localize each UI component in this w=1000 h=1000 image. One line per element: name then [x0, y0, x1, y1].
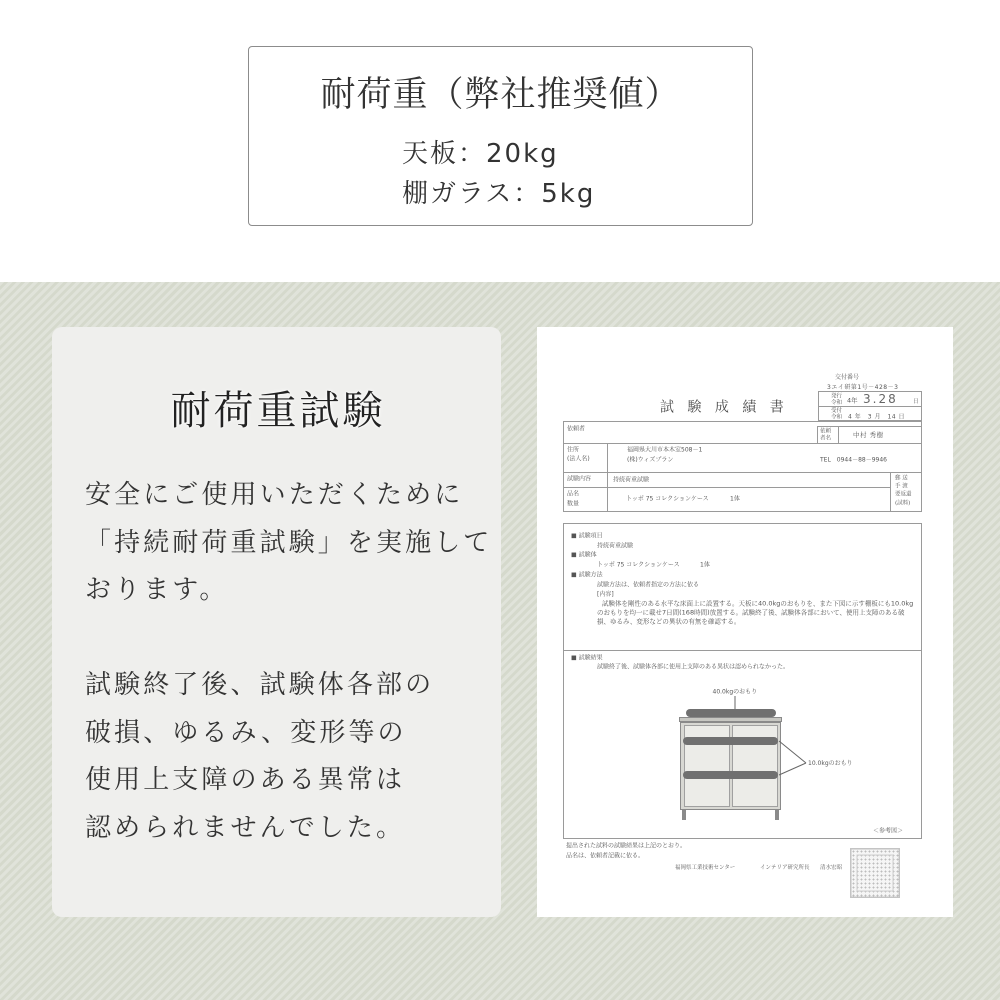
content-label: [内容] [597, 590, 614, 598]
official-seal-inner [857, 855, 894, 892]
result-line: 認められませんでした。 [85, 812, 406, 843]
intro-line: 「持続耐荷重試験」を実施して [85, 527, 493, 558]
content-line: 損、ゆるみ、変形などの異状の有無を確認する。 [597, 618, 741, 626]
delivery-option: 郵 送 [895, 474, 908, 481]
issued-date-stamp: 3.28 [863, 392, 898, 406]
delivery-option: 手 渡 [895, 482, 908, 489]
product-label: 品名 [567, 490, 580, 497]
method-value: 試験方法は、依頼者指定の方法に依る [597, 581, 700, 588]
diagram-caption: ＜参考図＞ [873, 827, 904, 834]
signatory-position: インテリア研究所長 [760, 864, 810, 871]
test-info-card [52, 327, 501, 917]
footer-note: 品名は、依頼者記載に依る。 [566, 852, 645, 859]
quantity-label: 数量 [567, 500, 580, 507]
specimen-value: トッポ 75 コレクションケース [597, 561, 680, 568]
test-certificate-card [537, 327, 953, 917]
result-paragraph [85, 662, 492, 852]
pointer-line-upper [779, 741, 806, 763]
pointer-line-lower [779, 763, 806, 775]
intro-paragraph [85, 472, 492, 615]
issue-number: 3エイ研第1号－428－3 [827, 383, 899, 391]
content-line: 試験体を剛性のある水平な床面上に設置する。天板に40.0kgのおもりを、また下図に示す棚板にも10.0kg [602, 600, 914, 608]
issuing-organization: 福岡県工業技術センター [675, 864, 736, 871]
load-capacity-values [402, 134, 595, 214]
test-content-value: 持続荷重試験 [613, 476, 650, 483]
footer-note: 提出された試料の試験結果は上記のとおり。 [566, 842, 687, 849]
client-label: 依頼者 [567, 425, 586, 432]
shelf-weight-label: 10.0kgのおもり [808, 759, 853, 767]
client-name-label: 依頼 [820, 427, 831, 434]
tel-value: TEL 0944－88－9946 [820, 456, 887, 463]
result-heading: ■ 試験結果 [571, 654, 603, 661]
test-description [85, 472, 492, 852]
specimen-heading: ■ 試験体 [571, 551, 597, 558]
client-name: 中村 秀樹 [853, 431, 884, 439]
signatory-name: 清水宏昭 [820, 864, 842, 871]
test-content-label: 試験内容 [567, 475, 592, 482]
specimen-quantity: 1体 [700, 561, 710, 568]
test-item-value: 持続荷重試験 [597, 542, 634, 549]
load-capacity-title: 耐荷重（弊社推奨値） [320, 75, 681, 115]
certificate-title: 試 験 成 績 書 [660, 398, 789, 415]
product-value: トッポ 75 コレクションケース [626, 495, 709, 502]
official-seal [850, 848, 900, 898]
intro-line: おります。 [85, 575, 229, 605]
company-value: (株)ウィズプラン [627, 456, 674, 463]
received-era: 令和 [831, 413, 842, 420]
content-line: のおもりを均一に載せ7日間(168時間)放置する。試験終了後、試験体各部において、使用上支障のある破 [597, 609, 905, 617]
address-label: 住所 [567, 446, 580, 453]
test-heading: 耐荷重試験 [170, 388, 386, 434]
result-value: 試験終了後、試験体各部に使用上支障のある異状は認められなかった。 [597, 663, 790, 670]
top-weight-label: 40.0kgのおもり [712, 688, 758, 695]
quantity-value: 1体 [730, 495, 740, 502]
received-label: 受付 [831, 407, 842, 414]
glass-shelf-capacity: 棚ガラス：5kg [402, 179, 596, 209]
method-heading: ■ 試験方法 [571, 571, 603, 578]
issued-label: 発行 [831, 392, 842, 399]
issued-year: 4年 [847, 397, 858, 405]
result-line: 使用上支障のある異常は [85, 765, 406, 795]
delivery-option: (試料) [895, 499, 911, 506]
test-certificate-document [537, 327, 953, 917]
address-value: 福岡県大川市本木室508－1 [627, 446, 703, 453]
top-board-capacity: 天板：20kg [402, 139, 559, 169]
issued-day-suffix: 日 [913, 398, 919, 405]
client-name-label: 者名 [820, 434, 831, 441]
load-capacity-box [248, 46, 753, 226]
received-date: 4 年 3 月 14 日 [848, 413, 905, 420]
result-line: 破損、ゆるみ、変形等の [85, 717, 407, 748]
issued-era: 令和 [831, 399, 842, 406]
intro-line: 安全にご使用いただくために [85, 480, 464, 510]
result-line: 試験終了後、試験体各部の [85, 670, 435, 700]
issue-number-label: 交付番号 [835, 373, 860, 381]
test-item-heading: ■ 試験項目 [571, 532, 603, 539]
company-label: (法人名) [567, 455, 590, 462]
delivery-option: 要返還 [895, 490, 912, 497]
